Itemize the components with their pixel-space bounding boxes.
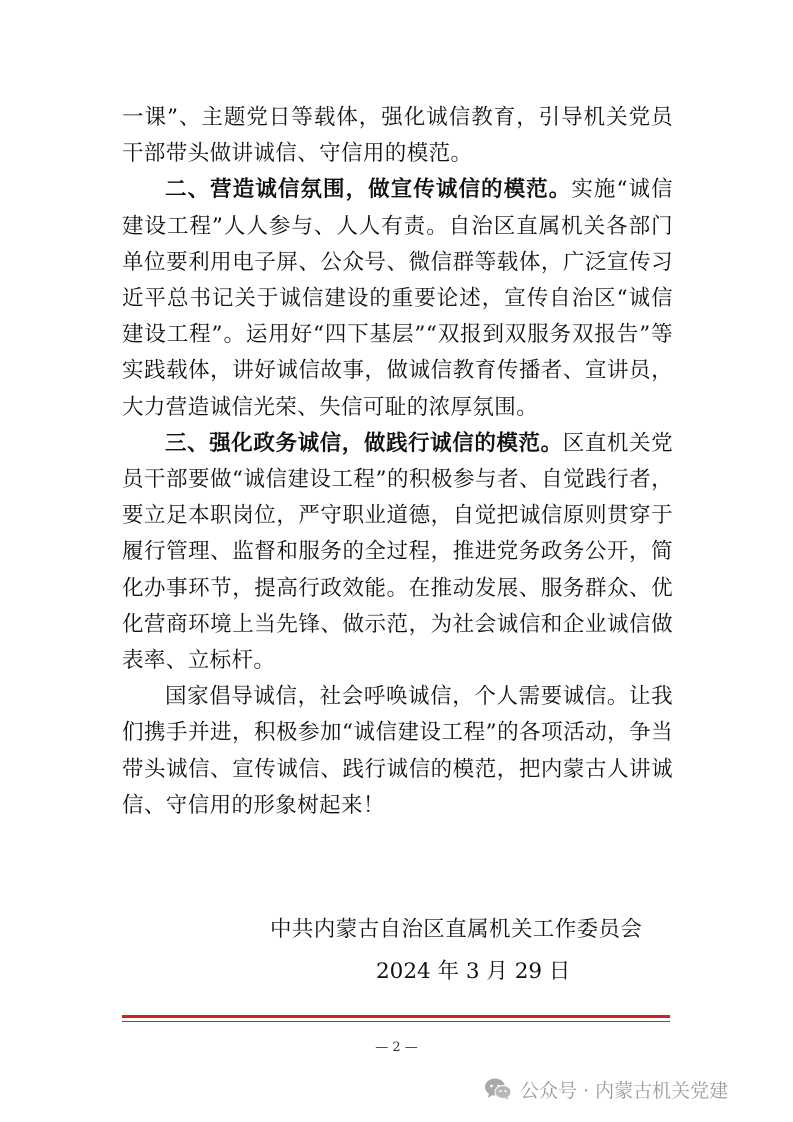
signature-organization: 中共内蒙古自治区直属机关工作委员会: [270, 917, 643, 942]
watermark-text: 公众号 · 内蒙古机关党建: [520, 1079, 729, 1102]
watermark: [484, 1072, 728, 1106]
paragraph-3-heading: 三、强化政务诚信，做践行诚信的模范。: [165, 430, 563, 456]
paragraph-2: [122, 172, 673, 425]
paragraph-2-text: 实施“诚信建设工程”人人参与、人人有责。自治区直属机关各部门单位要利用电子屏、公众号、微信群等载体，广泛宣传习近平总书记关于诚信建设的重要论述，宣传自治区“诚信建设工程”。运用好“四下基层”“双报到双服务双报告”等实践载体，讲好诚信故事，做诚信教育传播者、宣讲员，大力营造诚信光荣、失信可耻的浓厚氛围。: [122, 177, 673, 420]
signature-date: 2024 年 3 月 29 日: [376, 959, 571, 984]
paragraph-3-text: 区直机关党员干部要做“诚信建设工程”的积极参与者、自觉践行者，要立足本职岗位，严守职业道德，自觉把诚信原则贯穿于履行管理、监督和服务的全过程，推进党务政务公开，简化办事环节，提高行政效能。在推动发展、服务群众、优化营商环境上当先锋、做示范，为社会诚信和企业诚信做表率、立标杆。: [122, 430, 673, 674]
paragraph-4: 国家倡导诚信，社会呼唤诚信，个人需要诚信。让我们携手并进，积极参加“诚信建设工程”的各项活动，争当带头诚信、宣传诚信、践行诚信的模范，把内蒙古人讲诚信、守信用的形象树起来！: [122, 684, 673, 818]
paragraph-1: 一课”、主题党日等载体，强化诚信教育，引导机关党员干部带头做讲诚信、守信用的模范。: [122, 105, 673, 167]
page-number: — 2 —: [375, 1040, 418, 1055]
footer-red-rule-thin: [122, 1021, 670, 1022]
paragraph-2-heading: 二、营造诚信氛围，做宣传诚信的模范。: [165, 177, 572, 203]
footer-red-rule-thick: [122, 1015, 670, 1018]
document-body: [122, 100, 673, 824]
paragraph-3: [122, 426, 673, 679]
wechat-icon: [484, 1077, 512, 1101]
